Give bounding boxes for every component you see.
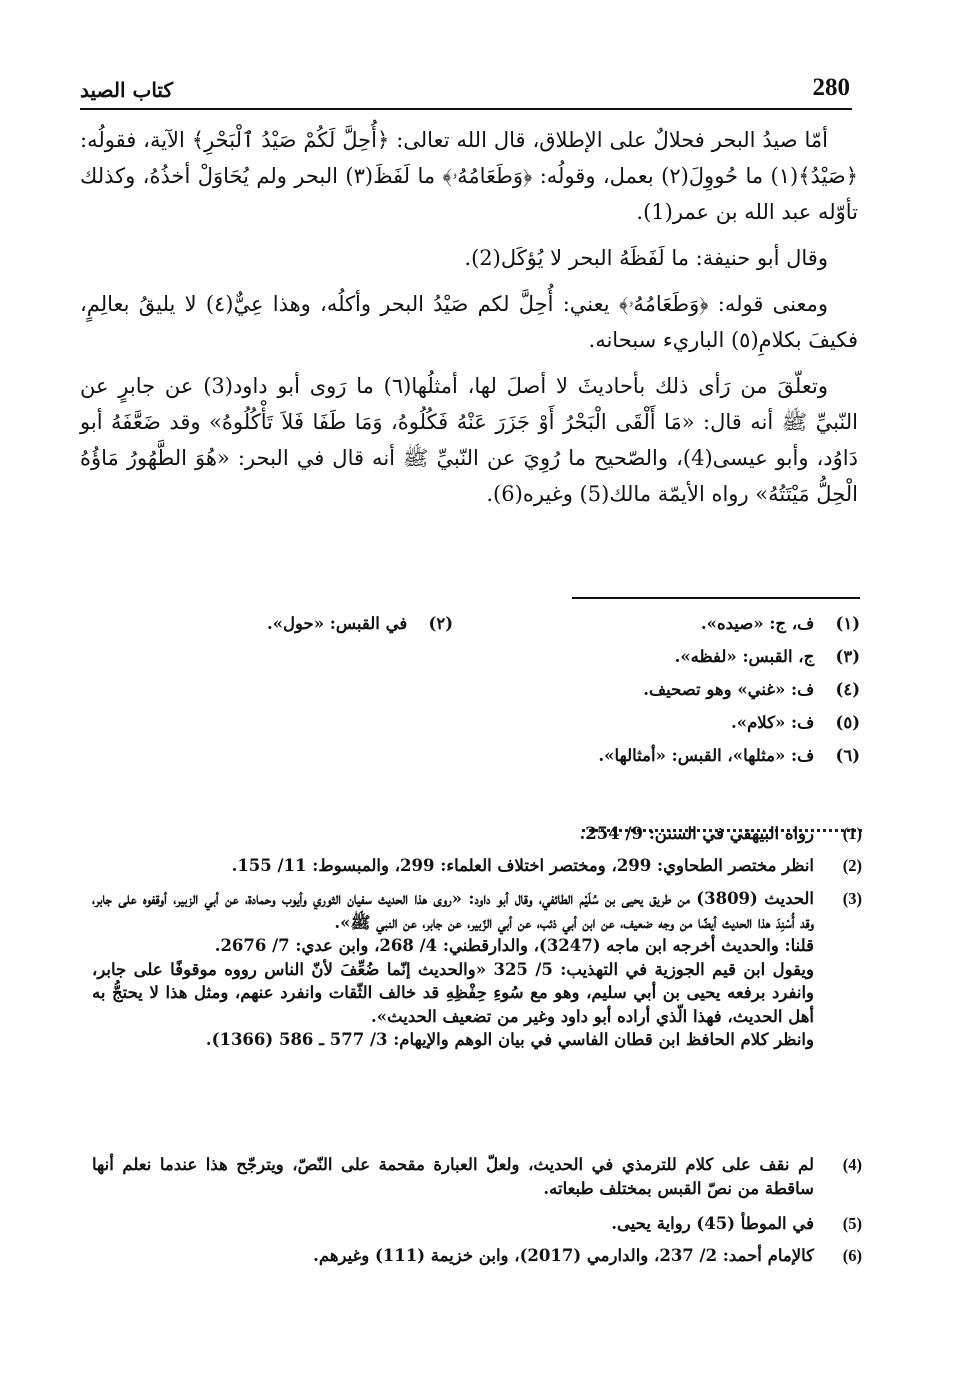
reference-note xyxy=(92,887,862,1052)
variant-note-text: ف، ج: «صيده». xyxy=(700,614,815,633)
variant-note-number: (٢) xyxy=(428,614,453,633)
page-header xyxy=(80,74,852,110)
variant-note xyxy=(701,612,860,636)
reference-note-text: قلنا: والحديث أخرجه ابن ماجه (3247)، والدارقطني: 4/ 268، وابن عدي: 7/ 2676. xyxy=(214,936,814,955)
page-number: 280 xyxy=(812,74,850,101)
variant-note-text: ف: «مثلها»، القبس: «أمثالها». xyxy=(598,746,815,765)
running-title: كتاب الصيد xyxy=(80,78,173,102)
reference-note-number: (5) xyxy=(842,1214,862,1233)
main-text xyxy=(80,122,858,522)
reference-note-text: لم نقف على كلام للترمذي في الحديث، ولعلّ العبارة مقحمة على النّصّ، ويترجّح هذا عندما نعلم أنها ساقطة من نصّ القبس بمختلف طبعاته. xyxy=(92,1155,814,1198)
variant-note xyxy=(267,612,453,636)
variant-note-text: ف: «غني» وهو تصحيف. xyxy=(643,680,815,699)
reference-note xyxy=(92,854,862,878)
variant-note-text: ج، القبس: «لفظه». xyxy=(674,647,815,666)
variant-note-number: (٣) xyxy=(835,647,860,666)
reference-note-text: رواه البيهقي في السنن: 9/ 254. xyxy=(579,824,814,843)
reference-note-text: وانظر كلام الحافظ ابن قطان الفاسي في بيان الوهم والإيهام: 3/ 577 ـ 586 (1366). xyxy=(205,1030,814,1049)
reference-note-text: ويقول ابن قيم الجوزية في التهذيب: 5/ 325 «والحديث إنّما ضُعِّفَ لأنّ الناس رووه موقوفًا على جابر، وانفرد برفعه يحيى بن أبي سليم، وهو مع سُوءِ حِفْظِهِ قد خالف الثّقات وانفرد عنهم، ومثل هذا لا يحتجُّ به أهل الحديث، فهذا الّذي أراده أبو داود وغير من تضعيف الحديث». xyxy=(92,959,814,1026)
reference-note xyxy=(92,1212,862,1236)
variant-note-text: ف: «كلام». xyxy=(731,713,815,732)
variant-note-number: (٦) xyxy=(835,746,860,765)
reference-note-text: الحديث (3809) من طريق يحيى بن سُلَيْم الطائفي، وقال أبو داود: «روى هذا الحديث سفيان الثوري وأيوب وحمادة، عن أبي الزبير، أوقفوه على جابر، وقد أُسْنِدَ هذا الحديث أيضًا من وجه ضعيف، عن ابن أبي ذئب، عن أبي الزّبير، عن جابر، عن النبي ﷺ». xyxy=(92,889,814,932)
reference-note xyxy=(92,1153,862,1200)
variant-note xyxy=(598,744,860,768)
variant-note-number: (٥) xyxy=(835,713,860,732)
variant-note-number: (١) xyxy=(835,614,860,633)
paragraph-2: وقال أبو حنيفة: ما لَفَظَهُ البحر لا يُؤكَل(2). xyxy=(464,246,828,270)
reference-note-text: كالإمام أحمد: 2/ 237، والدارمي (2017)، وابن خزيمة (111) وغيرهم. xyxy=(313,1246,814,1265)
paragraph-4: وتعلّقَ من رَأى ذلك بأحاديثَ لا أصلَ لها، أمثلُها(٦) ما رَوى أبو داود(3) عن جابرٍ عن النّبيِّ ﷺ أنه قال: «مَا أَلْقَى الْبَحْرُ أَوْ جَزَرَ عَنْهُ فَكُلُوهُ، وَمَا طَفَا فَلاَ تَأْكُلُوهُ» وقد ضَعَّفَهُ أبو دَاوُد، وأبو عيسى(4)، والصّحيح ما رُوِيَ عن النّبيِّ ﷺ أنه قال في البحر: «هُوَ الطَّهُورُ مَاؤُهُ الْحِلُّ مَيْتَتُهُ» رواه الأيمّة مالك(5) وغيره(6). xyxy=(80,374,858,506)
reference-note-number: (6) xyxy=(842,1246,862,1265)
paragraph-1: أمّا صيدُ البحر فحلالٌ على الإطلاق، قال الله تعالى: ﴿أُحِلَّ لَكُمْ صَيْدُ ٱلْبَحْرِ﴾ الآية، فقولُه: ﴿صَيْدُ﴾(١) ما حُووِلَ(٢) بعمل، وقولُه: ﴿وَطَعَامُهُۥ﴾ ما لَفَظَ(٣) البحر ولم يُحَاوَلْ أخذُهُ، وكذلك تأوّله عبد الله بن عمر(1). xyxy=(80,128,859,224)
footnote-separator xyxy=(572,597,860,599)
paragraph-3: ومعنى قوله: ﴿وَطَعَامُهُۥ﴾ يعني: أُحِلَّ لكم صَيْدُ البحر وأكلُه، وهذا عِيٌّ(٤) لا يليقُ بعالِمٍ، فكيفَ بكلامِ(٥) الباريء سبحانه. xyxy=(80,292,858,352)
reference-note-text: في الموطأ (45) رواية يحيى. xyxy=(611,1214,814,1233)
reference-note xyxy=(92,1244,862,1268)
reference-note-number: (3) xyxy=(842,889,862,908)
variant-note xyxy=(731,711,860,735)
reference-note xyxy=(92,822,862,846)
reference-note-number: (4) xyxy=(842,1155,862,1174)
reference-note-number: (2) xyxy=(842,856,862,875)
variant-note-number: (٤) xyxy=(835,680,860,699)
reference-note-text: انظر مختصر الطحاوي: 299، ومختصر اختلاف العلماء: 299، والمبسوط: 11/ 155. xyxy=(231,856,814,875)
reference-note-number: (1) xyxy=(842,824,862,843)
variant-note xyxy=(643,678,860,702)
variant-note-text: في القبس: «حول». xyxy=(266,614,408,633)
variant-note xyxy=(675,645,860,669)
